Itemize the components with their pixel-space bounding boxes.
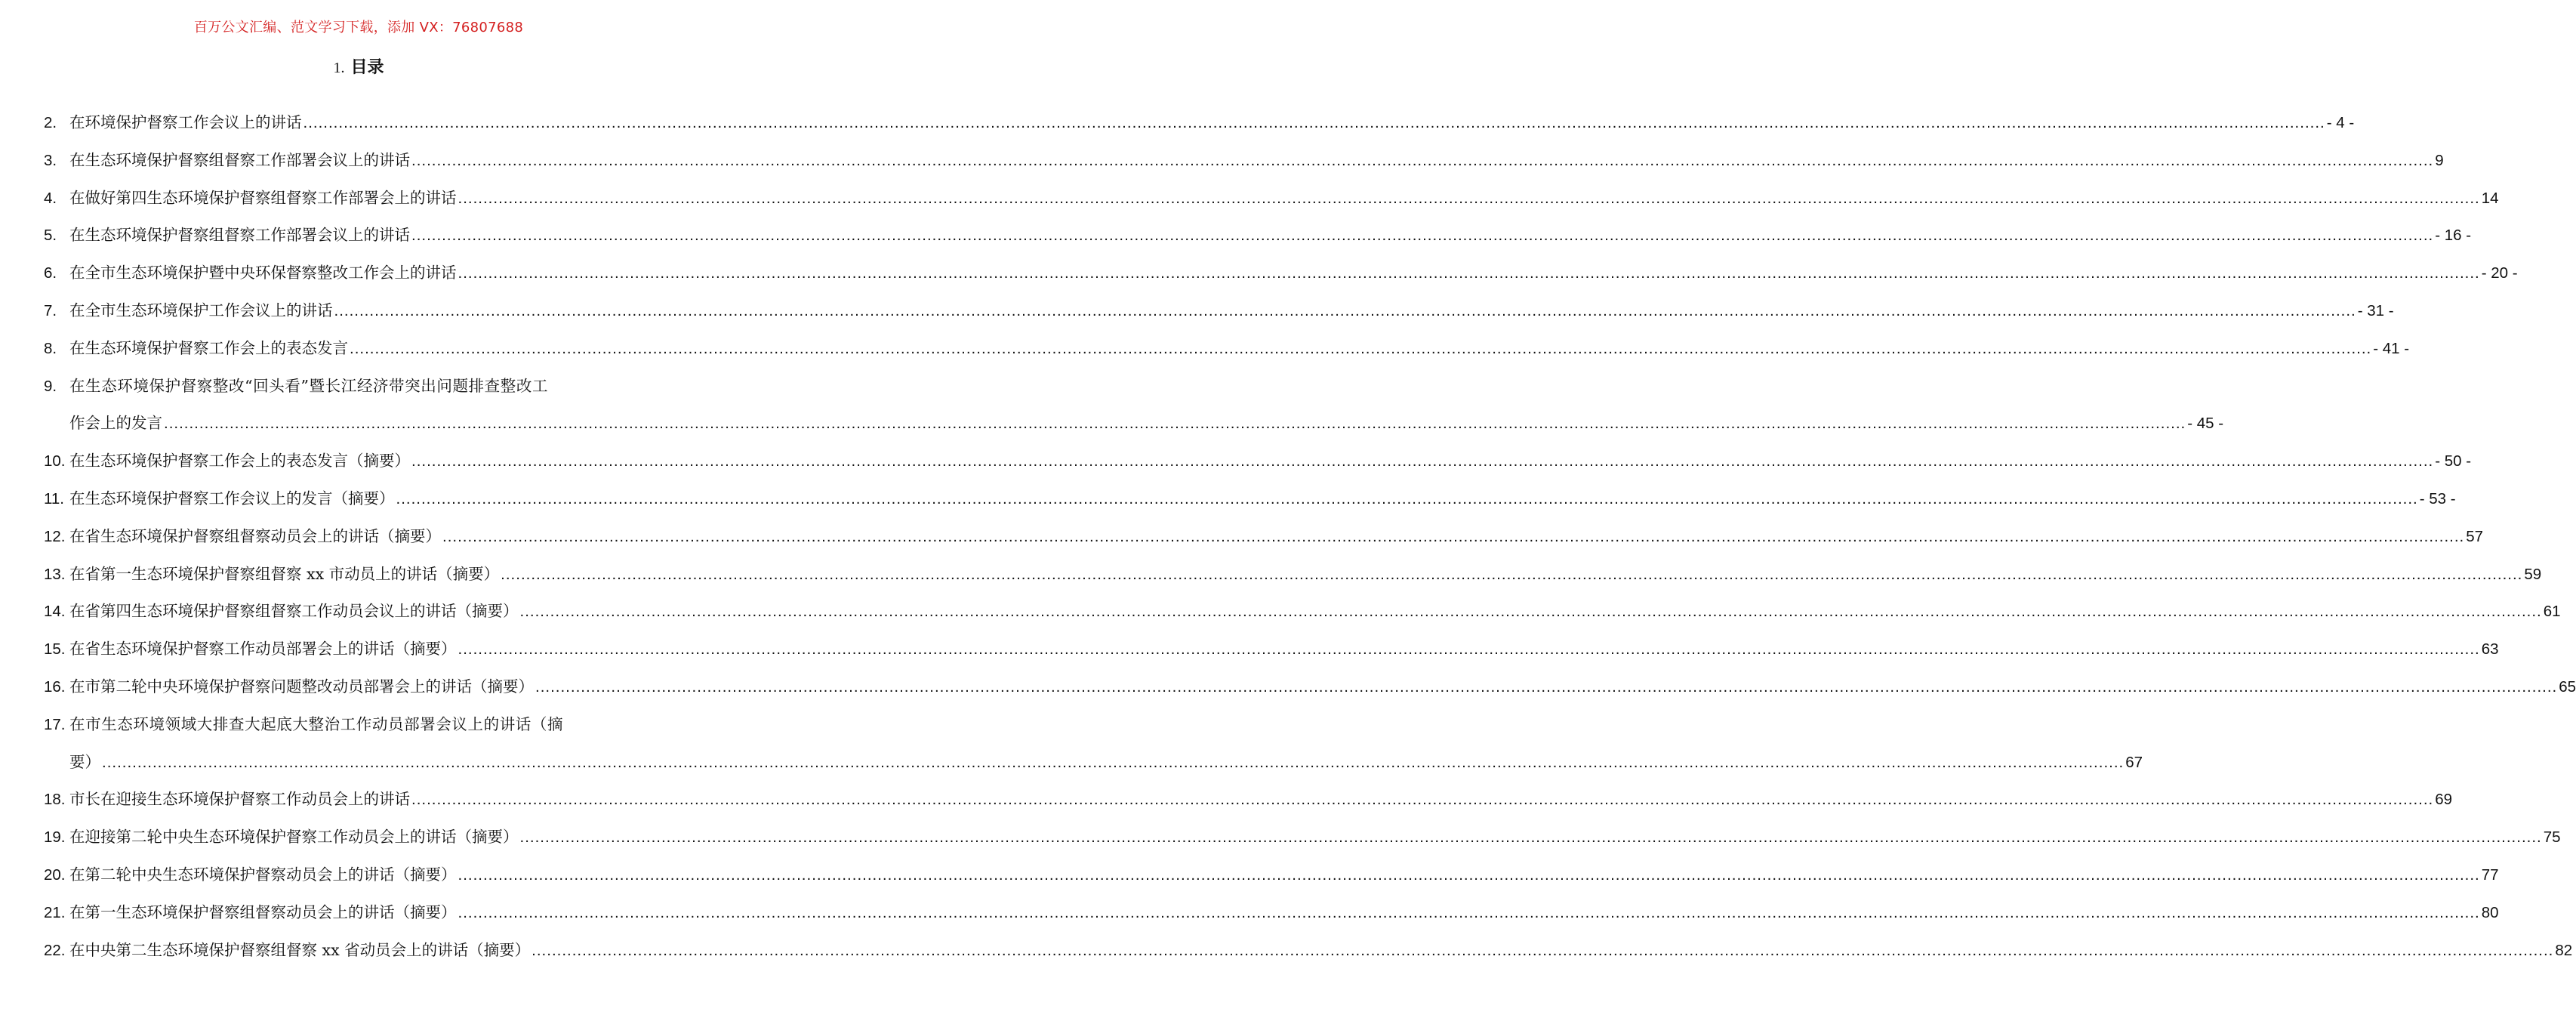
toc-entry[interactable] [44, 819, 2561, 856]
toc-entry-page: 65 [2559, 677, 2576, 696]
toc-entry-title: 在省生态环境保护督察工作动员部署会上的讲话（摘要） [69, 640, 457, 659]
toc-entry-page: 82 [2555, 941, 2573, 959]
toc-entry-page: - 20 - [2481, 264, 2518, 282]
toc-leader-dots: ................................................................................................................................................................................................................................................................................................................................................................................................................ [458, 640, 2480, 659]
toc-leader-dots: ................................................................................................................................................................................................................................................................................................................................................................................................................ [102, 753, 2125, 771]
toc-entry[interactable] [44, 556, 2542, 594]
toc-entry-page: 77 [2481, 865, 2499, 884]
toc-leader-dots: ................................................................................................................................................................................................................................................................................................................................................................................................................ [411, 452, 2434, 470]
toc-entry-page: - 31 - [2357, 301, 2394, 319]
toc-entry-number: 20. [44, 865, 66, 884]
toc-entry-title: 在中央第二生态环境保护督察组督察 xx 省动员会上的讲话（摘要） [69, 940, 531, 959]
page-title [0, 54, 717, 78]
toc-entry-number: 10. [44, 452, 66, 470]
toc-entry-number: 19. [44, 828, 66, 847]
toc-entry-number: 17. [44, 715, 66, 733]
toc-entry-page: - 45 - [2187, 415, 2224, 433]
toc-entry-number: 4. [44, 189, 57, 207]
toc-entry-number: 8. [44, 339, 57, 357]
toc-entry-number: 6. [44, 264, 57, 282]
toc-leader-dots: ................................................................................................................................................................................................................................................................................................................................................................................................................ [519, 603, 2542, 621]
toc-entry-number: 7. [44, 301, 57, 319]
toc-entry-title: 在生态环境保护督察工作会议上的发言（摘要） [69, 489, 395, 508]
toc-entry[interactable] [44, 292, 2394, 330]
toc-leader-dots: ................................................................................................................................................................................................................................................................................................................................................................................................................ [411, 791, 2434, 809]
toc-entry[interactable] [44, 631, 2499, 668]
toc-entry-number: 14. [44, 603, 66, 621]
toc-entry[interactable] [44, 142, 2444, 180]
watermark-banner: 百万公文汇编、范文学习下载，添加 VX：76807688 [193, 20, 524, 35]
toc-entry-title: 要） [69, 752, 100, 771]
toc-leader-dots: ................................................................................................................................................................................................................................................................................................................................................................................................................ [519, 828, 2542, 847]
toc-leader-dots: ................................................................................................................................................................................................................................................................................................................................................................................................................ [535, 677, 2558, 696]
toc-leader-dots: ................................................................................................................................................................................................................................................................................................................................................................................................................ [396, 489, 2418, 508]
title-text: 目录 [350, 57, 384, 77]
toc-leader-dots: ................................................................................................................................................................................................................................................................................................................................................................................................................ [442, 527, 2465, 545]
toc-entry-page: 57 [2466, 527, 2484, 545]
toc-entry-title: 在生态环境保护督察工作会上的表态发言 [69, 338, 348, 357]
toc-entry-title: 在省第四生态环境保护督察组督察工作动员会议上的讲话（摘要） [69, 602, 519, 621]
toc-entry-page: - 16 - [2435, 227, 2472, 245]
toc-entry[interactable] [44, 104, 2355, 142]
toc-leader-dots: ................................................................................................................................................................................................................................................................................................................................................................................................................ [458, 189, 2480, 207]
toc-entry[interactable] [44, 255, 2518, 292]
title-number: 1. [333, 60, 345, 76]
toc-leader-dots: ................................................................................................................................................................................................................................................................................................................................................................................................................ [458, 903, 2480, 921]
toc-leader-dots: ................................................................................................................................................................................................................................................................................................................................................................................................................ [458, 264, 2480, 282]
toc-leader-dots: ................................................................................................................................................................................................................................................................................................................................................................................................................ [164, 415, 2186, 433]
toc-entry-title: 在全市生态环境保护工作会议上的讲话 [69, 301, 333, 319]
toc-entry-number: 15. [44, 640, 66, 659]
toc-entry-number: 3. [44, 151, 57, 169]
toc-leader-dots: ................................................................................................................................................................................................................................................................................................................................................................................................................ [350, 339, 2372, 357]
toc-entry-title: 市长在迎接生态环境保护督察工作动员会上的讲话 [69, 790, 410, 809]
toc-entry[interactable] [44, 894, 2499, 932]
toc-entry-page: - 53 - [2419, 489, 2456, 508]
toc-entry-number: 12. [44, 527, 66, 545]
toc-entry-title: 在省第一生态环境保护督察组督察 xx 市动员上的讲话（摘要） [69, 564, 500, 583]
toc-entry-page: - 41 - [2373, 339, 2410, 357]
toc-entry[interactable] [44, 781, 2453, 819]
toc-entry-title: 在环境保护督察工作会议上的讲话 [69, 113, 302, 131]
toc-leader-dots: ................................................................................................................................................................................................................................................................................................................................................................................................................ [411, 227, 2434, 245]
toc-entry[interactable] [44, 593, 2561, 631]
toc-entry-page: 9 [2435, 151, 2444, 169]
toc-entry-title-line1: 在市生态环境领域大排查大起底大整治工作动员部署会议上的讲话（摘 [69, 714, 564, 733]
toc-entry-title: 在市第二轮中央环境保护督察问题整改动员部署会上的讲话（摘要） [69, 677, 534, 696]
toc-entry-number: 5. [44, 227, 57, 245]
toc-entry-page: - 4 - [2326, 114, 2355, 131]
toc-entry[interactable] [44, 368, 2224, 443]
toc-leader-dots: ................................................................................................................................................................................................................................................................................................................................................................................................................ [532, 941, 2554, 959]
toc-entry[interactable] [44, 480, 2456, 518]
toc-entry[interactable] [44, 932, 2573, 970]
toc-entry[interactable] [44, 330, 2410, 368]
toc-leader-dots: ................................................................................................................................................................................................................................................................................................................................................................................................................ [458, 865, 2480, 884]
toc-entry-title: 在生态环境保护督察组督察工作部署会议上的讲话 [69, 150, 410, 169]
toc-entry-page: 80 [2481, 903, 2499, 921]
toc-entry-title: 作会上的发言 [69, 414, 162, 433]
toc-leader-dots: ................................................................................................................................................................................................................................................................................................................................................................................................................ [303, 114, 2325, 131]
toc-entry-number: 22. [44, 941, 66, 959]
toc-entry-number: 13. [44, 565, 66, 583]
toc-entry-page: 75 [2543, 828, 2561, 847]
toc-entry[interactable] [44, 180, 2499, 218]
toc-entry-title: 在第二轮中央生态环境保护督察动员会上的讲话（摘要） [69, 865, 457, 884]
toc-entry-title: 在全市生态环境保护暨中央环保督察整改工作会上的讲话 [69, 264, 457, 282]
toc-entry-page: 67 [2125, 753, 2143, 771]
toc-entry[interactable] [44, 668, 2576, 706]
toc-entry-page: 59 [2524, 565, 2542, 583]
toc-entry-number: 9. [44, 377, 57, 395]
toc-entry[interactable] [44, 217, 2472, 255]
toc-entry-page: 14 [2481, 189, 2499, 207]
toc-entry-page: 69 [2435, 791, 2453, 809]
toc-entry-title: 在第一生态环境保护督察组督察动员会上的讲话（摘要） [69, 902, 457, 921]
toc-entry-title: 在生态环境保护督察组督察工作部署会议上的讲话 [69, 226, 410, 245]
toc-entry[interactable] [44, 856, 2499, 894]
toc-entry[interactable] [44, 706, 2143, 782]
toc-entry-title: 在迎接第二轮中央生态环境保护督察工作动员会上的讲话（摘要） [69, 828, 519, 847]
toc-leader-dots: ................................................................................................................................................................................................................................................................................................................................................................................................................ [411, 151, 2434, 169]
toc-entry-page: 63 [2481, 640, 2499, 659]
toc-entry[interactable] [44, 443, 2472, 480]
toc-entry-number: 21. [44, 903, 66, 921]
toc-entry-number: 16. [44, 677, 66, 696]
toc-entry-title-line1: 在生态环境保护督察整改“回头看”暨长江经济带突出问题排查整改工 [69, 376, 549, 395]
toc-entry-title: 在省生态环境保护督察组督察动员会上的讲话（摘要） [69, 526, 441, 545]
toc-leader-dots: ................................................................................................................................................................................................................................................................................................................................................................................................................ [334, 301, 2356, 319]
toc-entry-title: 在做好第四生态环境保护督察组督察工作部署会上的讲话 [69, 188, 457, 207]
toc-entry-number: 11. [44, 489, 64, 508]
toc-entry-number: 2. [44, 114, 57, 131]
toc-entry[interactable] [44, 518, 2484, 556]
toc-entry-page: 61 [2543, 603, 2561, 621]
toc-entry-number: 18. [44, 791, 66, 809]
toc-leader-dots: ................................................................................................................................................................................................................................................................................................................................................................................................................ [501, 565, 2523, 583]
toc-entry-page: - 50 - [2435, 452, 2472, 470]
toc-entry-title: 在生态环境保护督察工作会上的表态发言（摘要） [69, 452, 410, 470]
table-of-contents [44, 104, 2576, 969]
